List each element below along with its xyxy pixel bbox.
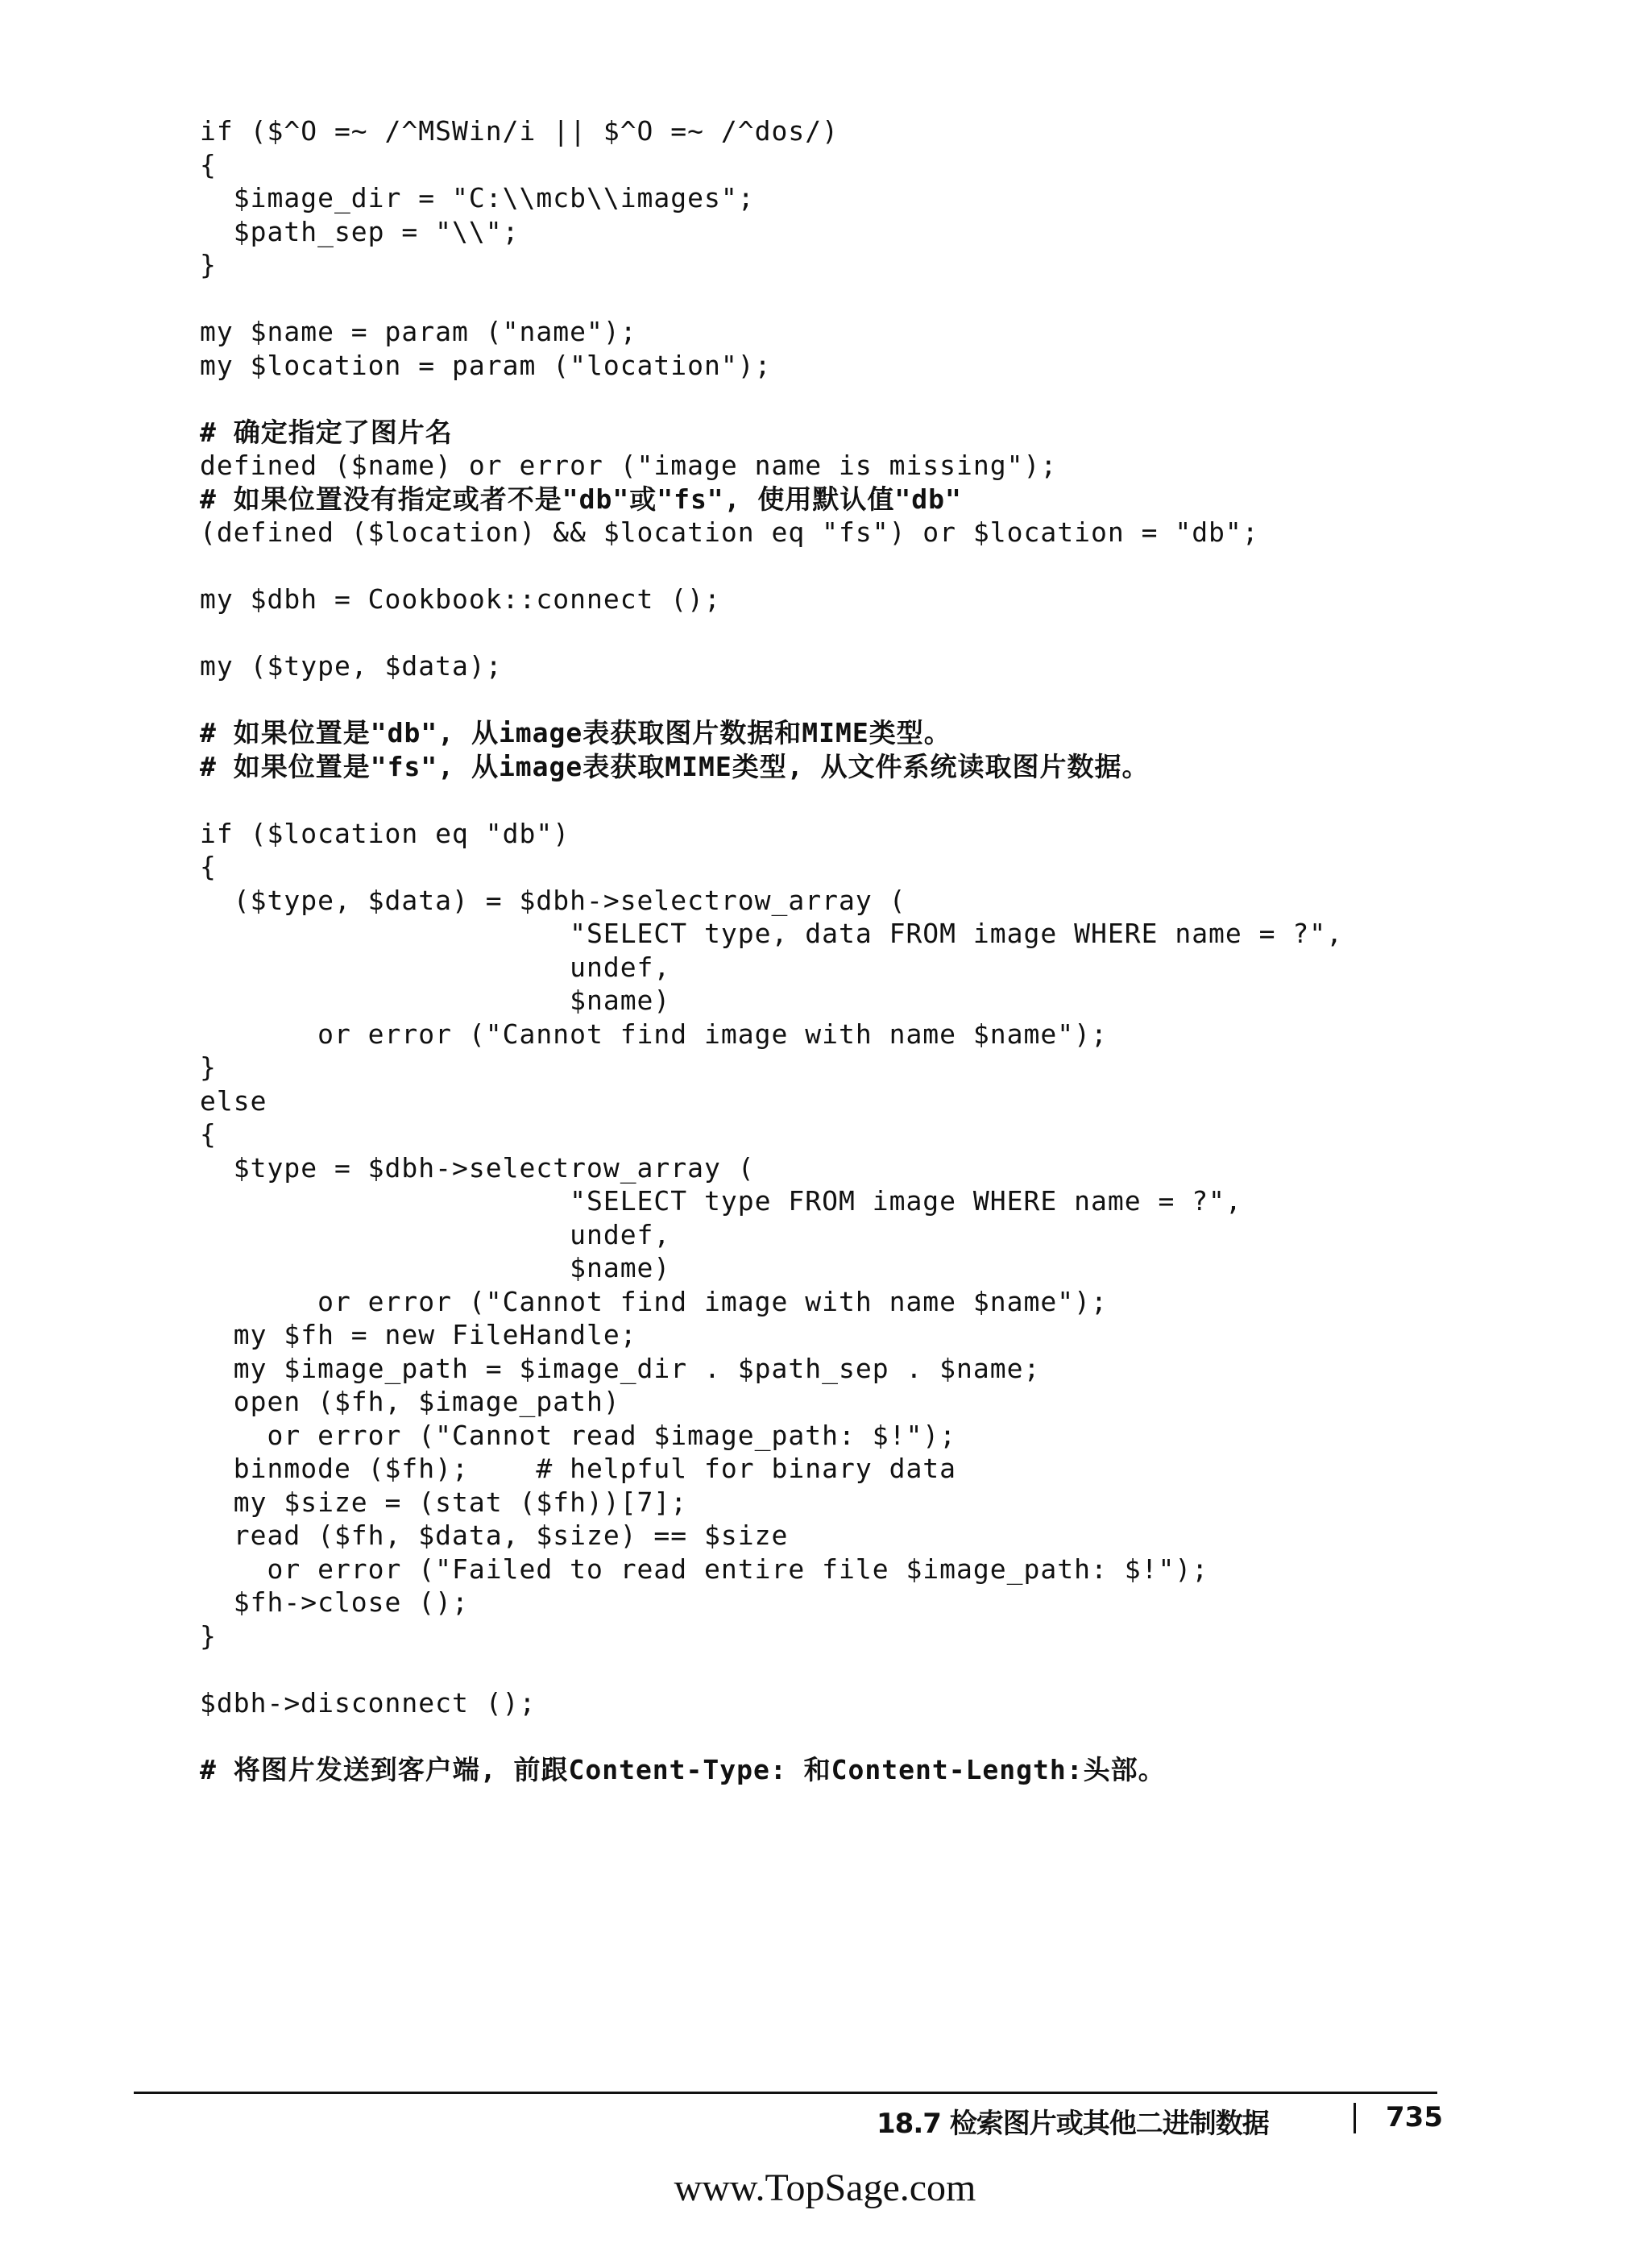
code-line: my ($type, $data);: [200, 650, 503, 682]
code-line: [200, 783, 1489, 817]
code-line: read ($fh, $data, $size) == $size: [200, 1520, 789, 1551]
code-line: my $image_path = $image_dir . $path_sep . $name;: [200, 1352, 1041, 1384]
code-line: "SELECT type FROM image WHERE name = ?",: [200, 1185, 1242, 1217]
footer-separator: [1354, 2103, 1356, 2133]
code-line: $fh->close ();: [200, 1586, 469, 1618]
code-line: open ($fh, $image_path): [200, 1386, 620, 1417]
code-line: "SELECT type, data FROM image WHERE name = ?",: [200, 918, 1344, 949]
code-line: or error ("Cannot find image with name $name");: [200, 1018, 1108, 1050]
code-line: [200, 282, 1489, 316]
code-line: $image_dir = "C:\\mcb\\images";: [200, 182, 755, 214]
code-line: }: [200, 1051, 217, 1083]
code-comment-line: # 如果位置是"db", 从image表获取图片数据和MIME类型。: [200, 717, 951, 748]
code-line: $dbh->disconnect ();: [200, 1686, 537, 1719]
code-line: if ($location eq "db"): [200, 817, 570, 849]
code-line: or error ("Cannot find image with name $name");: [200, 1285, 1108, 1317]
footer-rule: [134, 2092, 1437, 2094]
code-line: if ($^O =~ /^MSWin/i || $^O =~ /^dos/): [200, 115, 839, 147]
code-line: [200, 616, 1489, 650]
code-line: $name): [200, 1252, 671, 1283]
code-line: $path_sep = "\\";: [200, 215, 520, 247]
code-line: binmode ($fh); # helpful for binary data: [200, 1453, 957, 1484]
page-number: 735: [1386, 2101, 1443, 2133]
code-line: [200, 683, 1489, 717]
code-line: $name): [200, 985, 671, 1016]
code-line: {: [200, 1118, 217, 1150]
code-line: my $dbh = Cookbook::connect ();: [200, 583, 721, 615]
code-listing: [200, 114, 1489, 1786]
footer-section-title: 18.7 检索图片或其他二进制数据: [877, 2108, 1269, 2140]
code-line: my $name = param ("name");: [200, 316, 637, 347]
code-line: ($type, $data) = $dbh->selectrow_array (: [200, 884, 906, 916]
code-line: }: [200, 249, 217, 280]
code-comment-line: # 确定指定了图片名: [200, 416, 453, 448]
code-comment-line: # 如果位置没有指定或者不是"db"或"fs", 使用默认值"db": [200, 483, 962, 515]
code-line: [200, 382, 1489, 416]
code-line: defined ($name) or error ("image name is missing");: [200, 450, 1058, 481]
code-line: undef,: [200, 951, 671, 983]
code-comment-line: # 如果位置是"fs", 从image表获取MIME类型, 从文件系统读取图片数据。: [200, 750, 1150, 782]
code-line: my $size = (stat ($fh))[7];: [200, 1486, 688, 1518]
code-line: {: [200, 851, 217, 882]
code-line: $type = $dbh->selectrow_array (: [200, 1151, 755, 1184]
code-line: my $fh = new FileHandle;: [200, 1319, 637, 1350]
code-line: [200, 1719, 1489, 1753]
code-line: undef,: [200, 1218, 671, 1250]
code-line: [200, 549, 1489, 583]
code-line: (defined ($location) && $location eq "fs") or $location = "db";: [200, 516, 1259, 548]
code-line: }: [200, 1619, 217, 1652]
code-line: or error ("Cannot read $image_path: $!");: [200, 1419, 957, 1451]
watermark-url: www.TopSage.com: [674, 2166, 976, 2209]
code-line: or error ("Failed to read entire file $image_path: $!");: [200, 1553, 1209, 1585]
code-line: my $location = param ("location");: [200, 349, 772, 381]
code-line: {: [200, 148, 217, 180]
code-comment-line: # 将图片发送到客户端, 前跟Content-Type: 和Content-Length:头部。: [200, 1753, 1166, 1785]
code-line: else: [200, 1084, 267, 1117]
code-line: [200, 1652, 1489, 1686]
